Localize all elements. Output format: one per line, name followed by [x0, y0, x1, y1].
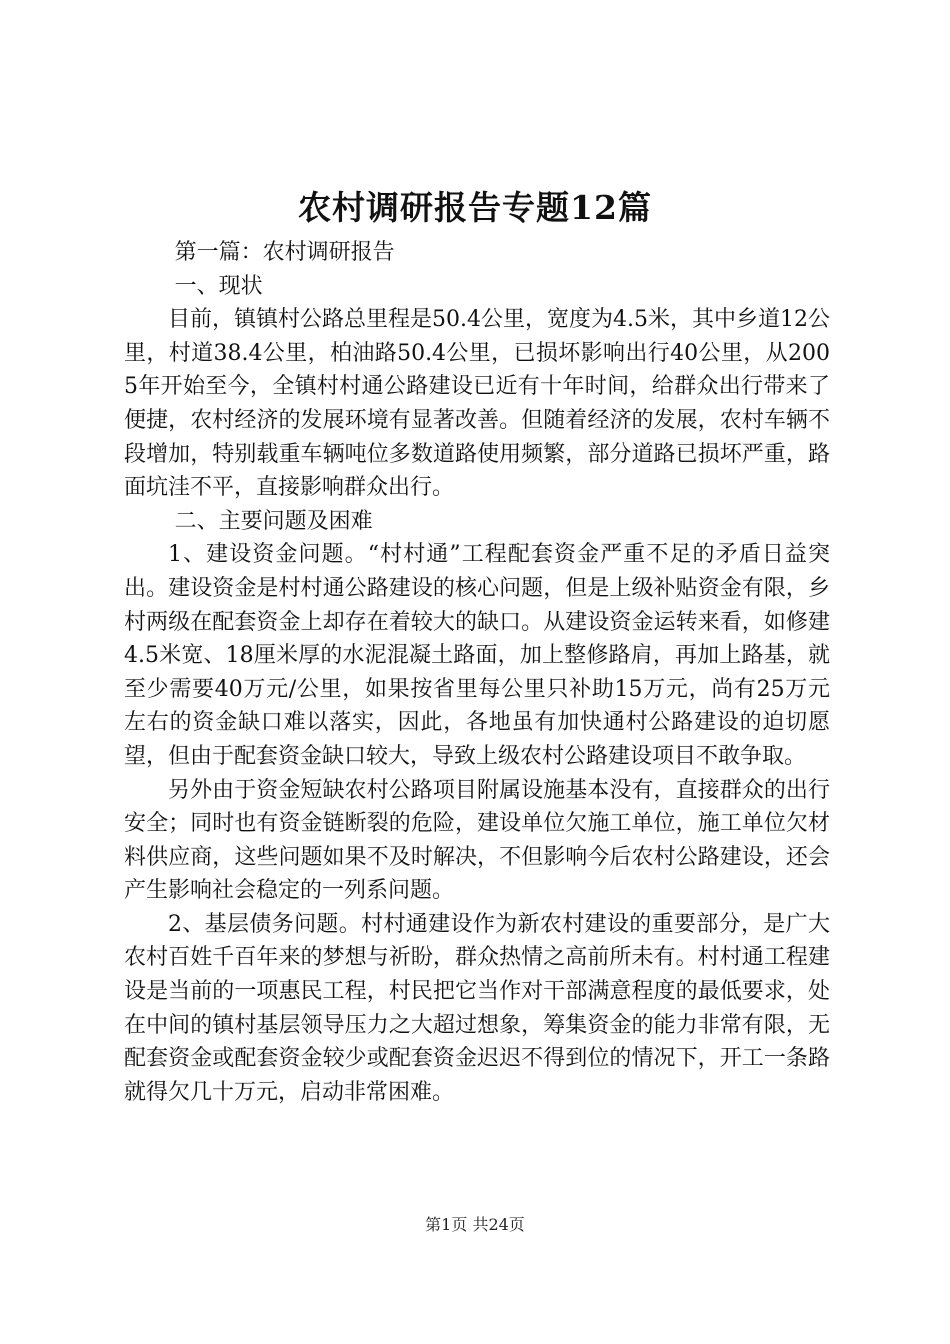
- section-heading-main-problems: 二、主要问题及困难: [174, 508, 373, 534]
- section-heading-current-status: 一、现状: [174, 273, 263, 299]
- paragraph-funding-problem: 1、建设资金问题。“村村通”工程配套资金严重不足的矛盾日益突出。建设资金是村村通公路建设的核心问题，但是上级补贴资金有限，乡村两级在配套资金上却存在着较大的缺口。从建设资金运转来看，如修建4.5米宽、18厘米厚的水泥混凝土路面，加上整修路肩，再加上路基，就至少需要40万元/公里，如果按省里每公里只补助15万元，尚有25万元左右的资金缺口难以落实，因此，各地虽有加快通村公路建设的迫切愿望，但由于配套资金缺口较大，导致上级农村公路建设项目不敢争取。: [124, 542, 830, 769]
- page-number-footer: 第1页 共24页: [425, 1215, 525, 1234]
- paragraph-ancillary-facilities: 另外由于资金短缺农村公路项目附属设施基本没有，直接群众的出行安全；同时也有资金链断裂的危险，建设单位欠施工单位，施工单位欠材料供应商，这些问题如果不及时解决，不但影响今后农村公路建设，还会产生影响社会稳定的一列系问题。: [124, 777, 830, 904]
- document-body: [124, 236, 830, 1109]
- paragraph-current-status: 目前，镇镇村公路总里程是50.4公里，宽度为4.5米，其中乡道12公里，村道38.4公里，柏油路50.4公里，已损坏影响出行40公里，从2005年开始至今，全镇村村通公路建设已近有十年时间，给群众出行带来了便捷，农村经济的发展环境有显著改善。但随着经济的发展，农村车辆不段增加，特别载重车辆吨位多数道路使用频繁，部分道路已损坏严重，路面坑洼不平，直接影响群众出行。: [124, 307, 830, 501]
- section-heading-chapter-one: 第一篇：农村调研报告: [174, 240, 395, 265]
- document-title: 农村调研报告专题12篇: [298, 188, 652, 227]
- paragraph-grassroots-debt: 2、基层债务问题。村村通建设作为新农村建设的重要部分，是广大农村百姓千百年来的梦想与祈盼，群众热情之高前所未有。村村通工程建设是当前的一项惠民工程，村民把它当作对干部满意程度的最低要求，处在中间的镇村基层领导压力之大超过想象，筹集资金的能力非常有限，无配套资金或配套资金较少或配套资金迟迟不得到位的情况下，开工一条路就得欠几十万元，启动非常困难。: [124, 911, 830, 1105]
